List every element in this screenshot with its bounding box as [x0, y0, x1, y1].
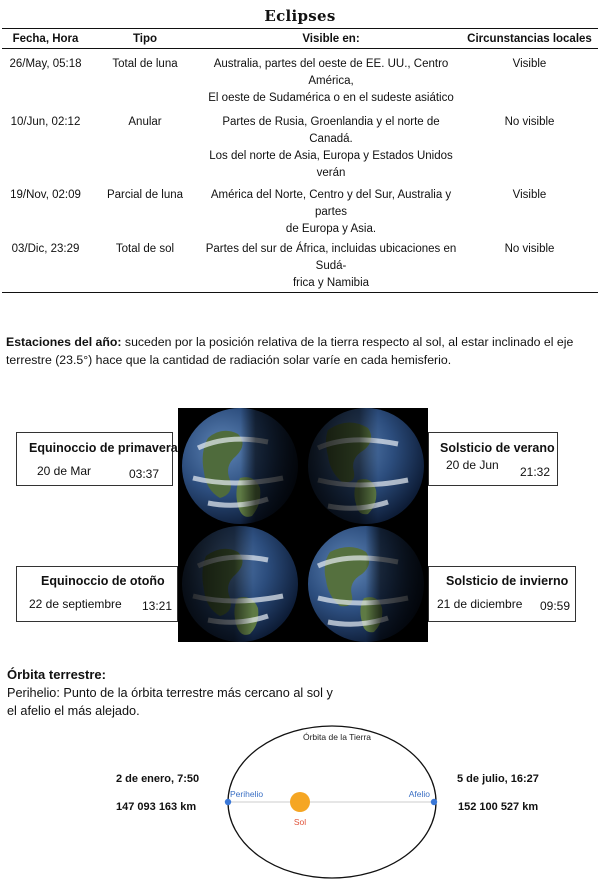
box-time: 03:37	[129, 467, 160, 481]
box-autumn-equinox	[16, 566, 178, 622]
perihelion-distance: 147 093 163 km	[116, 801, 197, 813]
col-type-header: Tipo	[89, 29, 201, 49]
visible-line: América del Norte, Centro y del Sur, Australia y partes	[210, 189, 452, 218]
perihelion-point	[225, 799, 231, 805]
visible-line: frica y Namibia	[292, 277, 370, 289]
orbit-description: Perihelio: Punto de la órbita terrestre más cercano al sol y el afelio el más alejado.	[7, 686, 333, 718]
row-date: 10/Jun, 02:12	[10, 116, 81, 128]
box-spring-equinox	[16, 432, 178, 486]
box-title: Equinoccio de otoño	[41, 574, 165, 588]
row-date: 19/Nov, 02:09	[10, 189, 81, 201]
globe-autumn-equinox	[178, 525, 303, 642]
box-date: 20 de Mar	[37, 464, 92, 478]
aphelion-point	[431, 799, 437, 805]
seasons-intro-heading: Estaciones del año:	[6, 335, 122, 349]
visible-line: de Europa y Asia.	[285, 223, 377, 235]
orbit-diagram-title: Órbita de la Tierra	[302, 732, 372, 742]
aphelion-distance: 152 100 527 km	[458, 801, 539, 813]
table-row	[2, 238, 598, 293]
perihelion-label: Perihelio	[230, 789, 264, 799]
globe-summer-solstice	[303, 408, 428, 525]
row-visible	[201, 182, 461, 238]
earth-globes-illustration	[178, 408, 428, 642]
perihelion-date: 2 de enero, 7:50	[116, 773, 200, 785]
eclipses-title: Eclipses	[264, 7, 336, 25]
box-title: Equinoccio de primavera	[29, 441, 178, 455]
orbit-heading: Órbita terrestre:	[7, 667, 106, 682]
box-date: 20 de Jun	[446, 458, 499, 472]
globe-spring-equinox	[178, 408, 303, 525]
row-date: 26/May, 05:18	[9, 58, 82, 70]
row-local: Visible	[512, 189, 547, 201]
aphelion-date: 5 de julio, 16:27	[457, 773, 539, 785]
box-time: 21:32	[520, 465, 551, 479]
seasons-intro	[6, 333, 596, 369]
visible-line: Partes del sur de África, incluidas ubicaciones en Sudá-	[205, 243, 457, 272]
box-date: 21 de diciembre	[437, 597, 523, 611]
row-type: Anular	[128, 116, 162, 128]
row-local: No visible	[461, 238, 598, 293]
col-visible-header: Visible en:	[201, 29, 461, 49]
row-type: Total de luna	[112, 58, 178, 70]
box-summer-solstice	[428, 432, 558, 486]
sun-icon	[290, 792, 310, 812]
row-type: Parcial de luna	[106, 189, 184, 201]
sun-label: Sol	[293, 817, 307, 827]
table-row	[2, 49, 598, 108]
eclipses-table	[2, 28, 598, 293]
row-visible	[201, 238, 461, 293]
visible-line: Partes de Rusia, Groenlandia y el norte de Canadá.	[222, 116, 440, 145]
table-row	[2, 182, 598, 238]
col-local-header: Circunstancias locales	[461, 29, 598, 49]
row-visible	[201, 49, 461, 108]
box-date: 22 de septiembre	[29, 597, 122, 611]
earth-images	[178, 408, 428, 642]
row-type: Total de sol	[89, 238, 201, 293]
aphelion-label: Afelio	[408, 789, 430, 799]
orbit-diagram	[220, 724, 445, 884]
globe-winter-solstice	[303, 525, 428, 642]
box-time: 13:21	[142, 599, 173, 613]
box-time: 09:59	[540, 599, 571, 613]
row-date: 03/Dic, 23:29	[2, 238, 89, 293]
box-winter-solstice	[428, 566, 576, 622]
box-title: Solsticio de invierno	[446, 574, 569, 588]
table-row	[2, 107, 598, 182]
box-title: Solsticio de verano	[440, 441, 555, 455]
table-header-row	[2, 29, 598, 49]
row-local: No visible	[504, 116, 555, 128]
row-local: Visible	[512, 58, 547, 70]
visible-line: Australia, partes del oeste de EE. UU., Centro América,	[213, 58, 449, 87]
row-visible	[201, 107, 461, 182]
col-date-header: Fecha, Hora	[2, 29, 89, 49]
visible-line: El oeste de Sudamérica o en el sudeste asiático	[208, 92, 454, 104]
seasons-intro-body: suceden por la posición relativa de la tierra respecto al sol, al estar inclinado el eje terrestre (23.5°) hace que la cantidad de radiación solar varíe en cada hemisferio.	[6, 335, 574, 367]
visible-line: Los del norte de Asia, Europa y Estados Unidos verán	[209, 150, 453, 179]
